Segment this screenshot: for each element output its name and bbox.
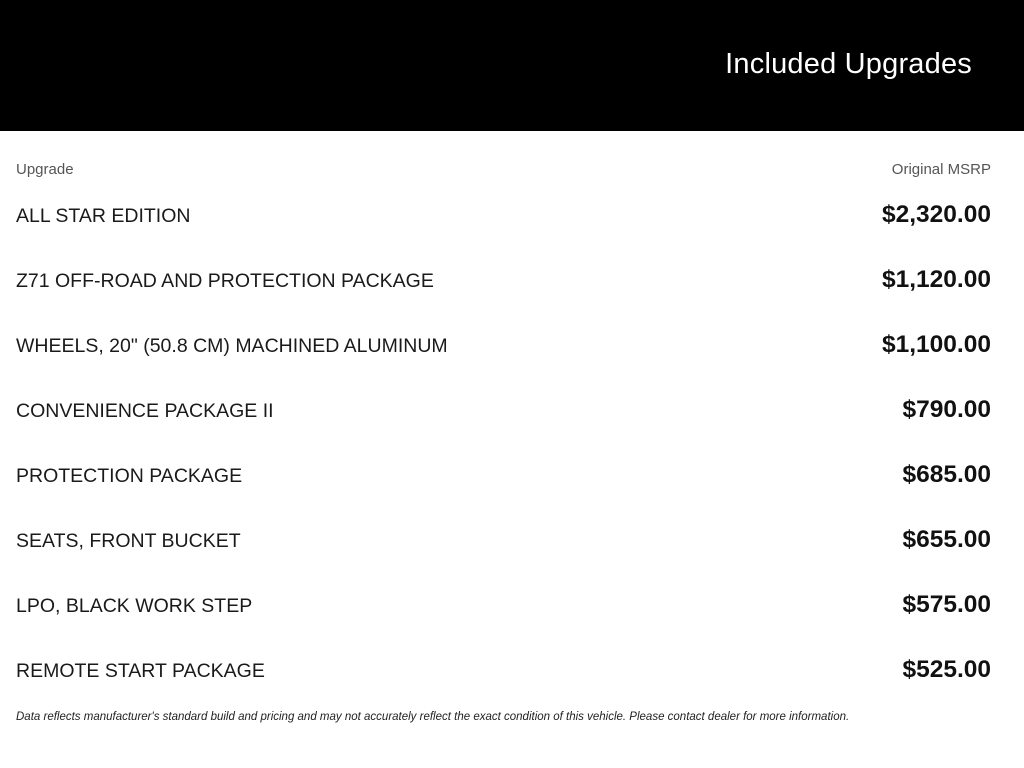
list-item bbox=[0, 185, 1024, 250]
header-bar bbox=[0, 0, 1024, 131]
list-item bbox=[0, 250, 1024, 315]
upgrade-price: $1,120.00 bbox=[882, 266, 991, 293]
upgrade-name: CONVENIENCE PACKAGE II bbox=[16, 400, 274, 422]
upgrades-list bbox=[0, 185, 1024, 705]
upgrade-price: $685.00 bbox=[902, 461, 991, 488]
upgrade-name: ALL STAR EDITION bbox=[16, 205, 191, 227]
upgrade-name: LPO, BLACK WORK STEP bbox=[16, 595, 253, 617]
upgrade-price: $575.00 bbox=[902, 591, 991, 618]
upgrade-price: $525.00 bbox=[902, 656, 991, 683]
upgrade-name: REMOTE START PACKAGE bbox=[16, 660, 265, 682]
upgrade-price: $1,100.00 bbox=[882, 331, 991, 358]
column-header-msrp: Original MSRP bbox=[891, 161, 991, 178]
upgrade-price: $2,320.00 bbox=[882, 201, 991, 228]
list-item bbox=[0, 640, 1024, 705]
list-item bbox=[0, 575, 1024, 640]
list-item bbox=[0, 380, 1024, 445]
column-header-upgrade: Upgrade bbox=[16, 161, 74, 178]
upgrade-price: $790.00 bbox=[902, 396, 991, 423]
list-item bbox=[0, 315, 1024, 380]
list-item bbox=[0, 445, 1024, 510]
upgrade-name: WHEELS, 20" (50.8 CM) MACHINED ALUMINUM bbox=[16, 335, 448, 357]
page-title: Included Upgrades bbox=[725, 48, 972, 80]
upgrade-name: Z71 OFF-ROAD AND PROTECTION PACKAGE bbox=[16, 270, 434, 292]
upgrade-name: SEATS, FRONT BUCKET bbox=[16, 530, 241, 552]
upgrade-price: $655.00 bbox=[902, 526, 991, 553]
disclaimer-text: Data reflects manufacturer's standard build and pricing and may not accurately reflect the exact condition of this vehicle. Please contact dealer for more information. bbox=[16, 711, 850, 723]
list-item bbox=[0, 510, 1024, 575]
upgrade-name: PROTECTION PACKAGE bbox=[16, 465, 243, 487]
